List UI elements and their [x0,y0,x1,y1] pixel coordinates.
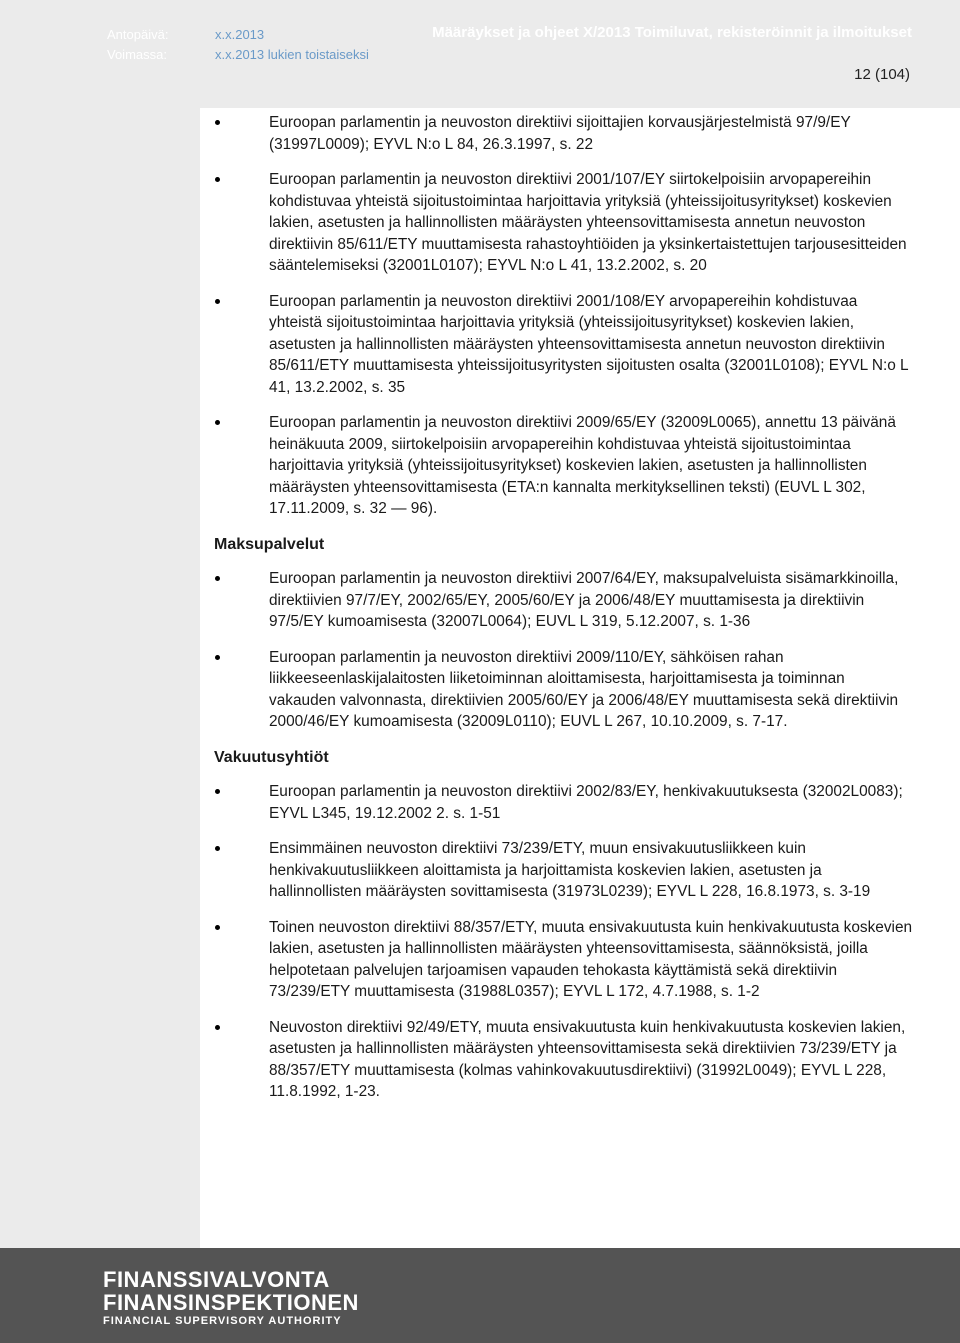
document-body [214,112,914,1117]
list-item [214,568,914,633]
bullet-icon [215,576,220,581]
bullet-icon [215,177,220,182]
document-title: Määräykset ja ohjeet X/2013 Toimiluvat, rekisteröinnit ja ilmoitukset [432,24,912,41]
valid-text: x.x.2013 lukien toistaiseksi [215,47,369,62]
list-item [214,1017,914,1103]
list-item-text: Euroopan parlamentin ja neuvoston direktiivi 2009/110/EY, sähköisen rahan liikkeeseenlaskijalaitosten liiketoiminnan aloittamisesta, harjoittamisesta ja toiminnan vakauden valvonnasta, direktiivien 2005/60/EY ja 2006/48/EY muuttamisesta sekä direktiivin 2000/46/EY kumoamisesta (32009L0110); EUVL L 267, 10.10.2009, s. 7-17. [269,648,899,730]
bullet-icon [215,655,220,660]
bullet-icon [215,925,220,930]
bullet-icon [215,420,220,425]
bullet-icon [215,299,220,304]
section-heading-payment: Maksupalvelut [214,535,325,553]
list-item [214,112,914,155]
bullet-icon [215,120,220,125]
received-date: x.x.2013 [215,27,265,42]
list-item [214,291,914,399]
page-number: 12 (104) [854,66,910,83]
list-item-text: Euroopan parlamentin ja neuvoston direktiivi sijoittajien korvausjärjestelmistä 97/9/EY (31997L0009); EYVL N:o L 84, 26.3.1997, s. 22 [269,114,851,153]
list-item [214,781,914,824]
section-heading-insurance: Vakuutusyhtiöt [214,748,329,766]
authority-logo [103,1268,359,1329]
list-item [214,838,914,903]
left-margin-band [0,108,200,1248]
bullet-icon [215,789,220,794]
page-header [0,0,960,108]
list-item-text: Euroopan parlamentin ja neuvoston direktiivi 2001/107/EY siirtokelpoisiin arvopapereihin kohdistuvaa yhteistä sijoitustoimintaa harjoittavia yrityksiä (yhteissijoitusyritykset) koskevien lakien, asetusten ja hallinnollisten määräysten yhteensovittamisesta annetun neuvoston direktiivin 85/611/ETY muuttamisesta rahastoyhtiöiden ja yksinkertaistettujen tarjousesitteiden sääntelemiseksi (32001L0107); EYVL N:o L 41, 13.2.2002, s. 20 [269,171,907,274]
bullet-icon [215,846,220,851]
received-label: Antopäivä: [107,27,169,42]
logo-line-swedish: FINANSINSPEKTIONEN [103,1290,359,1315]
list-item-text: Euroopan parlamentin ja neuvoston direktiivi 2001/108/EY arvopapereihin kohdistuvaa yhteistä sijoitustoimintaa harjoittavia yrityksiä (yhteissijoitusyritykset) koskevien lakien, asetusten ja hallinnollisten määräysten yhteensovittamisesta annetun neuvoston direktiivin 85/611/ETY muuttamisesta yhteissijoitusyritysten sijoitusten osalta (32001L0108); EYVL N:o L 41, 13.2.2002, s. 35 [269,292,909,396]
list-item [214,412,914,520]
list-item-text: Euroopan parlamentin ja neuvoston direktiivi 2002/83/EY, henkivakuutuksesta (32002L0083); EYVL L345, 19.12.2002 2. s. 1-51 [269,783,903,822]
bullet-icon [215,1025,220,1030]
list-item-text: Euroopan parlamentin ja neuvoston direktiivi 2007/64/EY, maksupalveluista sisämarkkinoilla, direktiivien 97/7/EY, 2002/65/EY, 2005/60/EY ja 2006/48/EY muuttamisesta ja direktiivin 97/5/EY kumoamisesta (32007L0064); EUVL L 319, 5.12.2007, s. 1-36 [269,570,899,630]
list-item-text: Euroopan parlamentin ja neuvoston direktiivi 2009/65/EY (32009L0065), annettu 13 päivänä heinäkuuta 2009, siirtokelpoisiin arvopapereihin kohdistuvaa yhteistä sijoitustoimintaa harjoittavia yrityksiä (yhteissijoitusyritykset) koskevien lakien, asetusten ja hallinnollisten määräysten yhteensovittamisesta (ETA:n kannalta merkityksellinen teksti) (EUVL L 302, 17.11.2009, s. 32 — 96). [269,414,896,517]
logo-line-finnish: FINANSSIVALVONTA [103,1267,330,1292]
list-item-text: Neuvoston direktiivi 92/49/ETY, muuta ensivakuutusta kuin henkivakuutusta koskevien lakien, asetusten ja hallinnollisten määräysten yhteensovittamisesta sekä direktiivien 73/239/ETY ja 88/357/ETY muuttamisesta (kolmas vahinkovakuutusdirektiivi) (31992L0049); EYVL L 228, 11.8.1992, 1-23. [269,1018,906,1100]
list-item [214,647,914,733]
list-item-text: Toinen neuvoston direktiivi 88/357/ETY, muuta ensivakuutusta kuin henkivakuutusta koskevien lakien, asetusten ja hallinnollisten määräysten yhteensovittamisesta, säännöksistä, joilla helpotetaan palvelujen tarjoamisen vapauden tehokasta käyttämistä sekä direktiivin 73/239/ETY muuttamisesta (31988L0357); EYVL L 172, 4.7.1988, s. 1-2 [269,918,913,1000]
list-item [214,917,914,1003]
page-footer [0,1248,960,1343]
valid-label: Voimassa: [107,47,167,62]
logo-line-english: FINANCIAL SUPERVISORY AUTHORITY [103,1315,342,1327]
list-item [214,169,914,277]
list-item-text: Ensimmäinen neuvoston direktiivi 73/239/ETY, muun ensivakuutusliikkeen kuin henkivakuutusliikkeen aloittamista ja harjoittamista koskevien lakien, asetusten ja hallinnollisten määräysten sovittamisesta (31973L0239); EYVL L 228, 16.8.1973, s. 3-19 [269,840,871,900]
